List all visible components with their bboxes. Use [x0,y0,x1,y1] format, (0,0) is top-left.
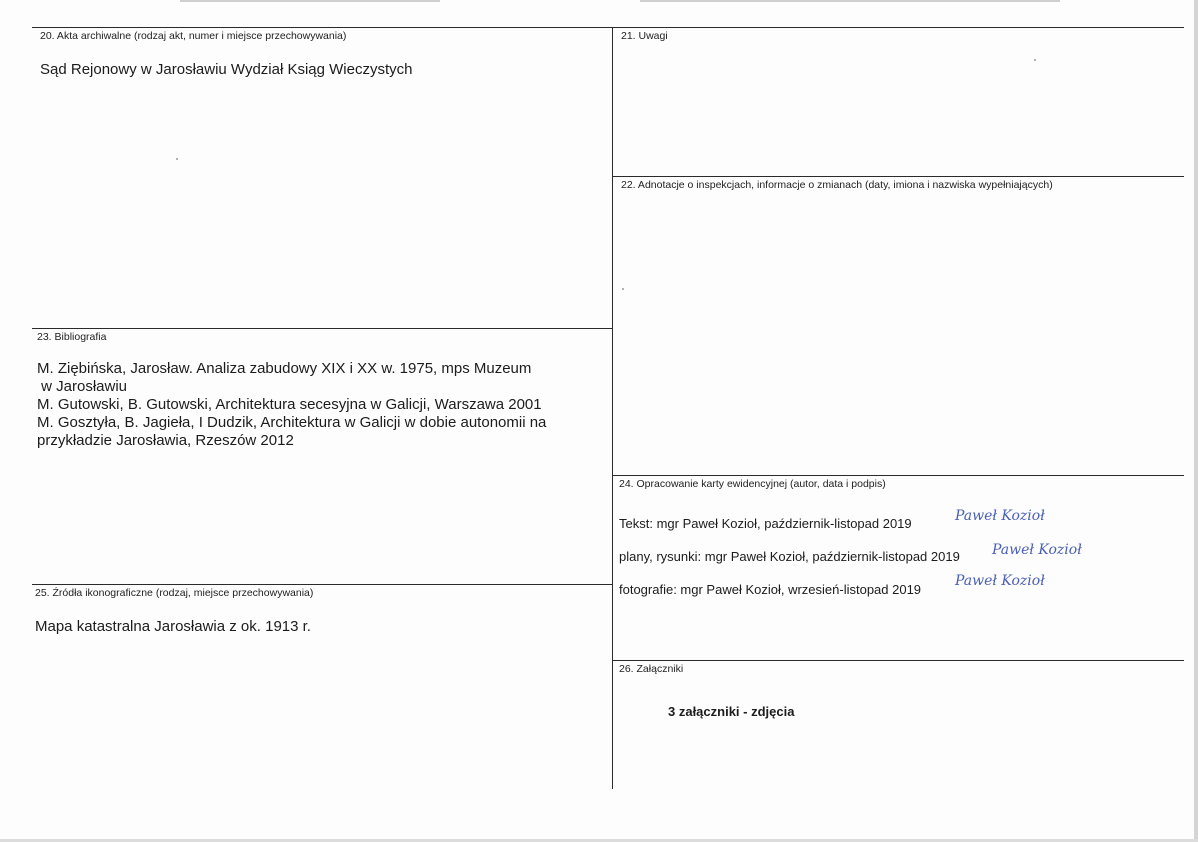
column-divider [612,27,613,789]
bibliography-line: M. Ziębińska, Jarosław. Analiza zabudowy XIX i XX w. 1975, mps Muzeum [37,360,532,377]
scan-speck [1034,59,1036,61]
bibliography-line: M. Gosztyła, B. Jagieła, I Dudzik, Architektura w Galicji w dobie autonomii na [37,414,547,431]
author-drawings-row: plany, rysunki: mgr Paweł Kozioł, październik-listopad 2019 [619,549,960,564]
attachments-value: 3 załączniki - zdjęcia [668,704,795,719]
rule-field-24-top [613,475,1184,476]
archive-records-value: Sąd Rejonowy w Jarosławiu Wydział Ksiąg Wieczystych [40,61,413,78]
iconographic-sources-value: Mapa katastralna Jarosławia z ok. 1913 r. [35,618,311,635]
rule-field-25-top [32,584,613,585]
bibliography-line: przykładzie Jarosławia, Rzeszów 2012 [37,432,294,449]
field-24-label: 24. Opracowanie karty ewidencyjnej (autor, data i podpis) [619,478,886,490]
scan-right-edge [1194,0,1198,842]
field-22-label: 22. Adnotacje o inspekcjach, informacje o zmianach (daty, imiona i nazwiska wypełniających) [621,179,1053,191]
bibliography-line: w Jarosławiu [37,378,128,395]
top-edge-fragment [640,0,1060,2]
scan-speck [176,158,178,160]
field-20-label: 20. Akta archiwalne (rodzaj akt, numer i miejsce przechowywania) [40,30,347,42]
bibliography-list [37,360,546,450]
handwritten-signature: Paweł Kozioł [955,508,1045,524]
author-photos-row: fotografie: mgr Paweł Kozioł, wrzesień-listopad 2019 [619,582,922,597]
field-23-label: 23. Bibliografia [37,331,107,343]
scan-speck [622,288,624,290]
rule-field-23-top [32,328,613,329]
rule-field-26-top [613,660,1184,661]
rule-field-22-top [613,176,1184,177]
bibliography-line: M. Gutowski, B. Gutowski, Architektura secesyjna w Galicji, Warszawa 2001 [37,396,542,413]
rule-field-21-top [613,27,1184,28]
handwritten-signature: Paweł Kozioł [992,542,1082,558]
author-text-row: Tekst: mgr Paweł Kozioł, październik-listopad 2019 [619,516,912,531]
field-26-label: 26. Załączniki [619,663,684,675]
field-25-label: 25. Źródła ikonograficzne (rodzaj, miejsce przechowywania) [35,587,314,599]
handwritten-signature: Paweł Kozioł [955,573,1045,589]
field-21-label: 21. Uwagi [621,30,668,42]
rule-field-20-top [32,27,613,28]
top-edge-fragment [180,0,440,2]
